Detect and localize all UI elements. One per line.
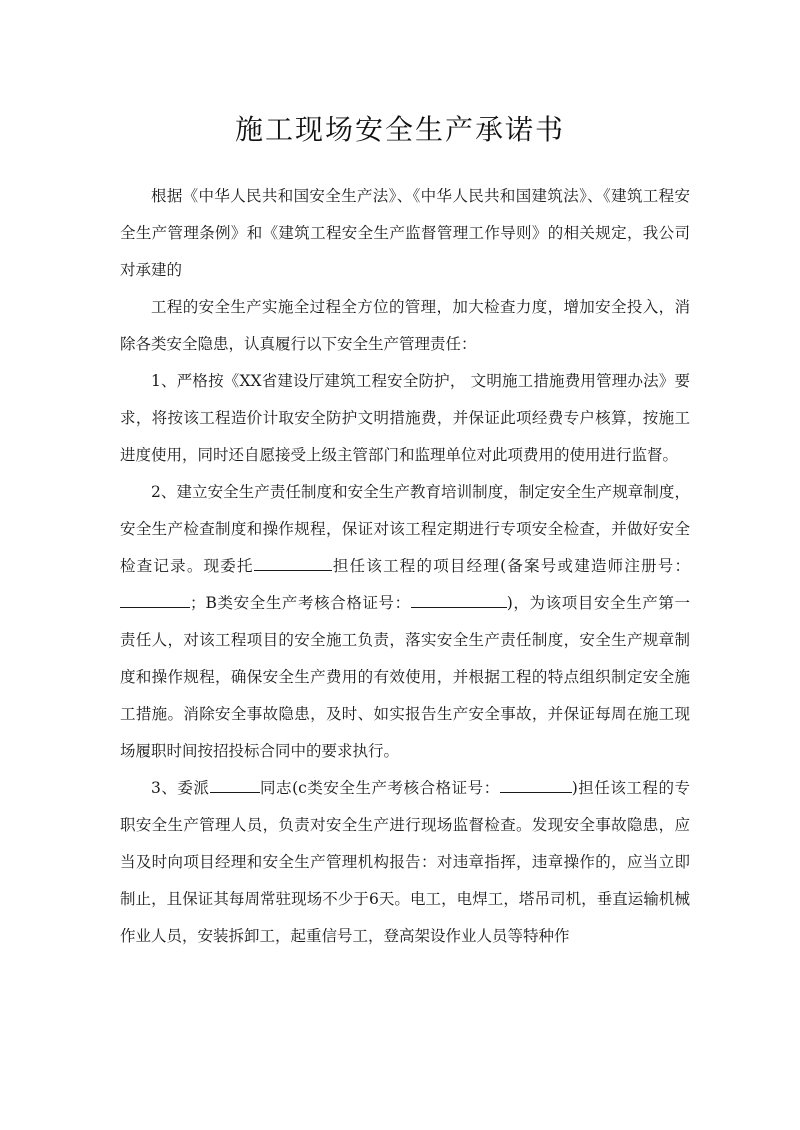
project-manager-blank <box>254 552 332 571</box>
document-body <box>120 178 690 955</box>
safety-officer-name-blank <box>210 774 260 793</box>
item-2-text-b: 担任该工程的项目经理(备案号或建造师注册号： <box>331 557 690 575</box>
document-title: 施工现场安全生产承诺书 <box>234 113 565 146</box>
item-2-text-d: )，为该项目安全生产第一责任人，对该工程项目的安全施工负责，落实安全生产责任制度，安全生产规章制度和操作规程，确保安全生产费用的有效使用，并根据工程的特点组织制定安全施工措施。消除安全事故隐患，及时、如实报告生产安全事故，并保证每周在施工现场履职时间按招投标合同中的要求执行。 <box>120 594 690 760</box>
b-certificate-number-blank <box>411 589 507 608</box>
item-2-text-c: ；B类安全生产考核合格证号： <box>190 594 411 612</box>
paragraph-legal-basis: 根据《中华人民共和国安全生产法》、《中华人民共和国建筑法》、《建筑工程安全生产管理条例》和《建筑工程安全生产监督管理工作导则》的相关规定，我公司对承建的 <box>120 187 690 279</box>
paragraph-item-3 <box>120 770 690 955</box>
paragraph-item-1: 1、严格按《XX省建设厅建筑工程安全防护， 文明施工措施费用管理办法》要求，将按该工程造价计取安全防护文明措施费，并保证此项经费专户核算，按施工进度使用，同时还自愿接受上级主管部门和监理单位对此项费用的使用进行监督。 <box>120 372 690 464</box>
item-3-text-a: 3、委派 <box>151 779 210 797</box>
item-2-text-a: 2、建立安全生产责任制度和安全生产教育培训制度，制定安全生产规章制度，安全生产检查制度和操作规程，保证对该工程定期进行专项安全检查，并做好安全检查记录。现委托 <box>120 483 690 575</box>
paragraph-management-responsibility: 工程的安全生产实施全过程全方位的管理，加大检查力度，增加安全投入，消除各类安全隐患，认真履行以下安全生产管理责任： <box>120 298 690 353</box>
registration-number-blank <box>120 589 190 608</box>
c-certificate-number-blank <box>500 774 572 793</box>
item-3-text-b: 同志(c类安全生产考核合格证号： <box>259 779 500 797</box>
paragraph-item-2 <box>120 474 690 770</box>
item-3-text-c: )担任该工程的专职安全生产管理人员，负责对安全生产进行现场监督检查。发现安全事故隐患，应当及时向项目经理和安全生产管理机构报告：对违章指挥，违章操作的，应当立即制止，且保证其每周常驻现场不少于6天。电工，电焊工，塔吊司机，垂直运输机械作业人员，安装拆卸工，起重信号工，登高架设作业人员等特种作 <box>120 779 690 945</box>
